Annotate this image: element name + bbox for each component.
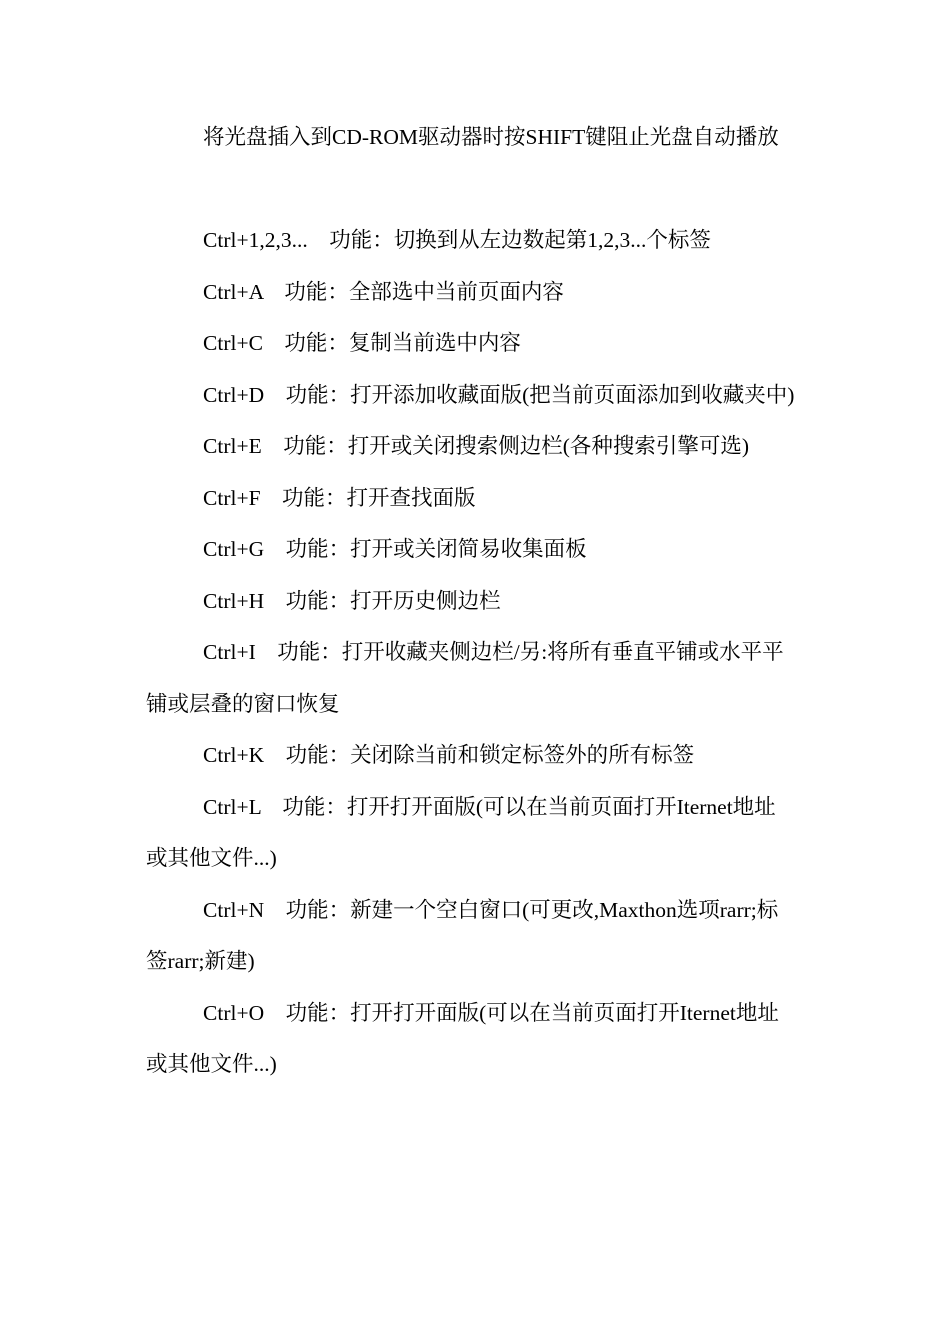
paragraph-ctrl-i: Ctrl+I 功能：打开收藏夹侧边栏/另:将所有垂直平铺或水平平铺或层叠的窗口恢复: [146, 640, 784, 716]
paragraph-ctrl-g: Ctrl+G 功能：打开或关闭简易收集面板: [203, 537, 587, 561]
paragraph-ctrl-n: Ctrl+N 功能：新建一个空白窗口(可更改,Maxthon选项rarr;标签rarr;新建): [146, 897, 779, 973]
paragraph-ctrl-o: Ctrl+O 功能：打开打开面版(可以在当前页面打开Iternet地址或其他文件...): [146, 1000, 779, 1076]
paragraph-ctrl-number: Ctrl+1,2,3... 功能：切换到从左边数起第1,2,3...个标签: [203, 228, 711, 252]
paragraph-ctrl-c: Ctrl+C 功能：复制当前选中内容: [203, 331, 521, 355]
paragraph-ctrl-l: Ctrl+L 功能：打开打开面版(可以在当前页面打开Iternet地址或其他文件...): [146, 794, 776, 870]
document-page: [146, 112, 796, 1091]
paragraph-ctrl-d: Ctrl+D 功能：打开添加收藏面版(把当前页面添加到收藏夹中): [203, 382, 795, 407]
paragraph-ctrl-a: Ctrl+A 功能：全部选中当前页面内容: [203, 279, 564, 304]
paragraph-ctrl-k: Ctrl+K 功能：关闭除当前和锁定标签外的所有标签: [203, 743, 695, 767]
blank-line: [146, 164, 796, 216]
paragraph-ctrl-f: Ctrl+F 功能：打开查找面版: [203, 485, 476, 510]
paragraph-ctrl-e: Ctrl+E 功能：打开或关闭搜索侧边栏(各种搜索引擎可选): [203, 434, 750, 458]
paragraph-ctrl-h: Ctrl+H 功能：打开历史侧边栏: [203, 588, 501, 613]
paragraph-cdrom-autoplay: 将光盘插入到CD-ROM驱动器时按SHIFT键阻止光盘自动播放: [203, 125, 779, 149]
